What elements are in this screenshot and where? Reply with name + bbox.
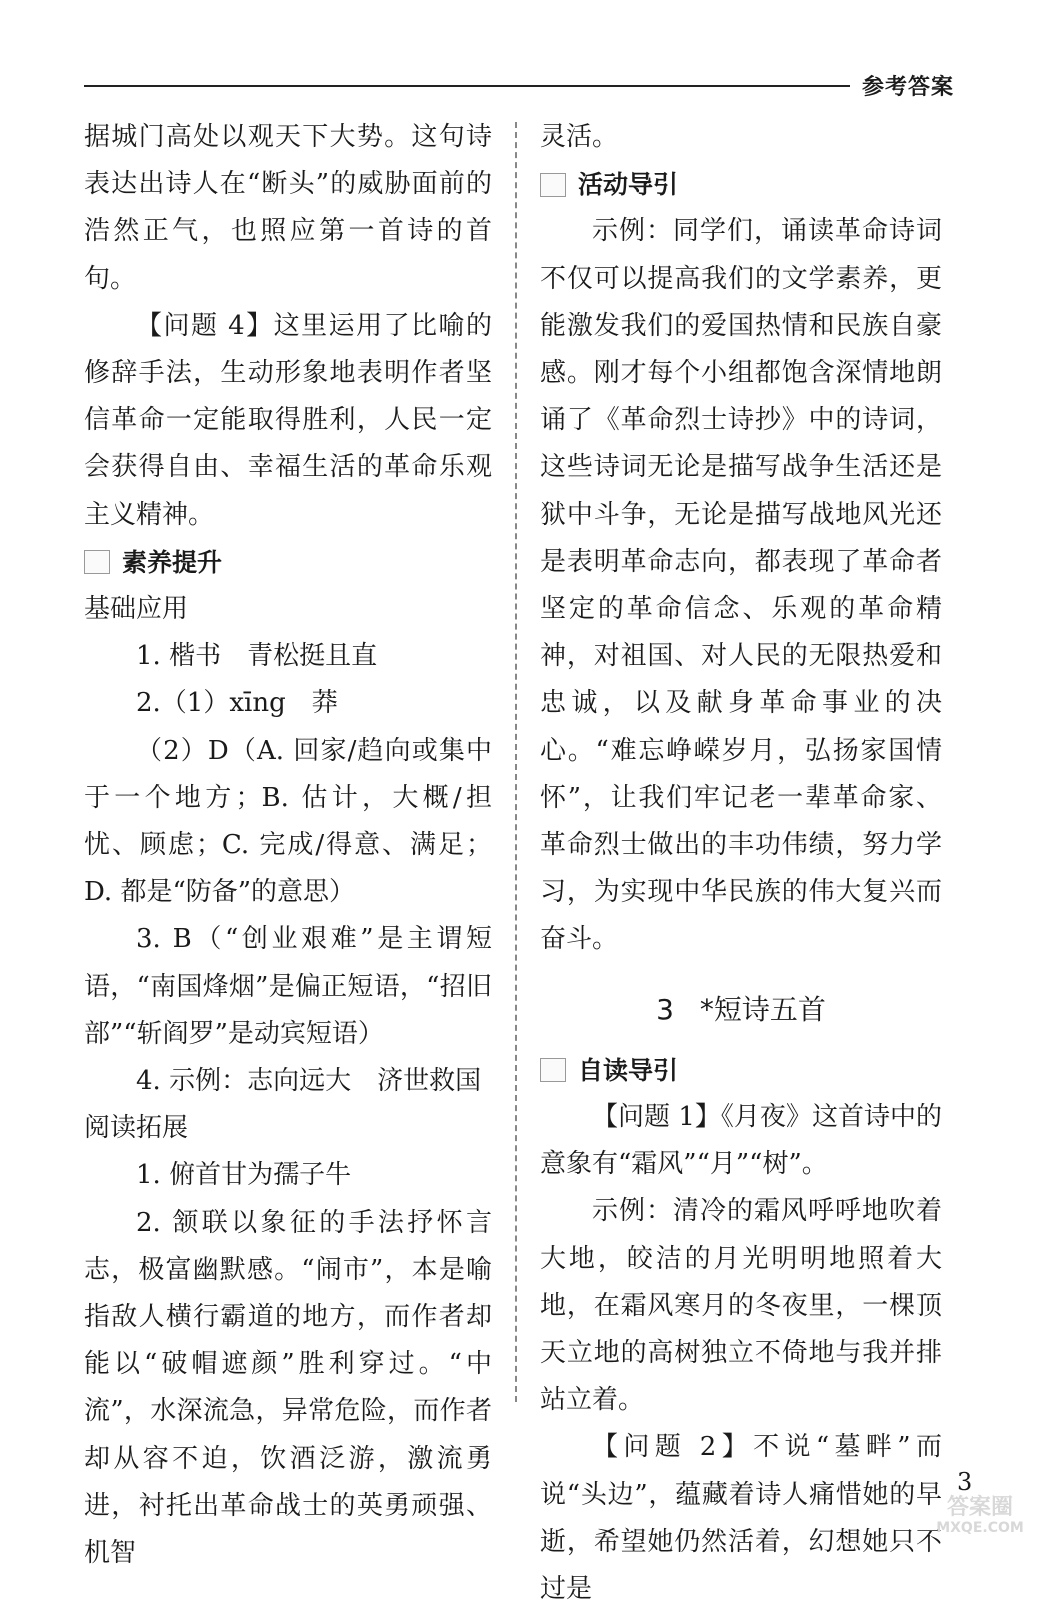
subheading: 阅读拓展: [84, 1113, 189, 1144]
lesson-number: 3: [656, 992, 674, 1026]
left-column: [84, 114, 492, 1577]
header-rule: [84, 85, 850, 87]
running-header: 参考答案: [862, 75, 955, 100]
paragraph: 灵活。: [540, 122, 619, 152]
lesson-title: [540, 986, 942, 1033]
page-number: 3: [957, 1468, 973, 1496]
answer-item: 3. B（“创业艰难”是主谓短语，“南国烽烟”是偏正短语，“招旧部”“斩阎罗”是动宾短语）: [84, 924, 492, 1049]
section-heading-text: 自读导引: [578, 1055, 679, 1085]
watermark-logo: [905, 1490, 1055, 1534]
section-heading: [84, 539, 492, 586]
section-box-icon: [540, 173, 566, 197]
section-box-icon: [84, 550, 110, 574]
watermark-text: 答案圈: [946, 1495, 1014, 1520]
answer-item: 4. 示例：志向远大 济世救国: [136, 1066, 482, 1097]
paragraph: 示例：清冷的霜风呼呼地吹着大地，皎洁的月光明明地照着大地，在霜风寒月的冬夜里，一棵顶天立地的高树独立不倚地与我并排站立着。: [540, 1196, 942, 1416]
paragraph: 据城门高处以观天下大势。这句诗表达出诗人在“断头”的威胁面前的浩然正气，也照应第一首诗的首句。: [84, 122, 492, 294]
section-heading-text: 素养提升: [122, 547, 223, 577]
column-divider: [515, 122, 517, 1402]
section-heading: [540, 1047, 942, 1094]
answer-item: 1. 俯首甘为孺子牛: [136, 1160, 352, 1191]
paragraph: 【问题 4】这里运用了比喻的修辞手法，生动形象地表明作者坚信革命一定能取得胜利，人民一定会获得自由、幸福生活的革命乐观主义精神。: [84, 310, 492, 530]
paragraph: 【问题 2】不说“墓畔”而说“头边”，蕴藏着诗人痛惜她的早逝，希望她仍然活着，幻想她只不过是: [540, 1432, 942, 1605]
paragraph: 【问题 1】《月夜》这首诗中的意象有“霜风”“月”“树”。: [540, 1102, 942, 1180]
paragraph: 示例：同学们，诵读革命诗词不仅可以提高我们的文学素养，更能激发我们的爱国热情和民族自豪感。刚才每个小组都饱含深情地朗诵了《革命烈士诗抄》中的诗词，这些诗词无论是描写战争生活还是狱中斗争，无论是描写战地风光还是表明革命志向，都表现了革命者坚定的革命信念、乐观的革命精神，对祖国、对人民的无限热爱和忠诚，以及献身革命事业的决心。“难忘峥嵘岁月，弘扬家国情怀”，让我们牢记老一辈革命家、革命烈士做出的丰功伟绩，努力学习，为实现中华民族的伟大复兴而奋斗。: [540, 216, 942, 955]
answer-item: 1. 楷书 青松挺且直: [136, 641, 378, 672]
answer-item: 2.（1）xīng 莽: [136, 688, 338, 719]
section-box-icon: [540, 1058, 566, 1082]
answer-item: 2. 颔联以象征的手法抒怀言志，极富幽默感。“闹市”，本是喻指敌人横行霸道的地方，而作者却能以“破帽遮颜”胜利穿过。“中流”，水深流急，异常危险，而作者却从容不迫，饮酒泛游，激流勇进，衬托出革命战士的英勇顽强、机智: [84, 1207, 492, 1569]
right-column: [540, 114, 942, 1613]
section-heading-text: 活动导引: [578, 170, 679, 200]
answer-item: （2）D（A. 回家/趋向或集中于一个地方；B. 估计，大概/担忧、顾虑；C. 完成/得意、满足；D. 都是“防备”的意思）: [84, 735, 492, 908]
section-heading: [540, 161, 942, 208]
lesson-title-text: *短诗五首: [699, 992, 826, 1026]
subheading: 基础应用: [84, 594, 189, 625]
watermark-url: MXQE.COM: [936, 1520, 1024, 1534]
